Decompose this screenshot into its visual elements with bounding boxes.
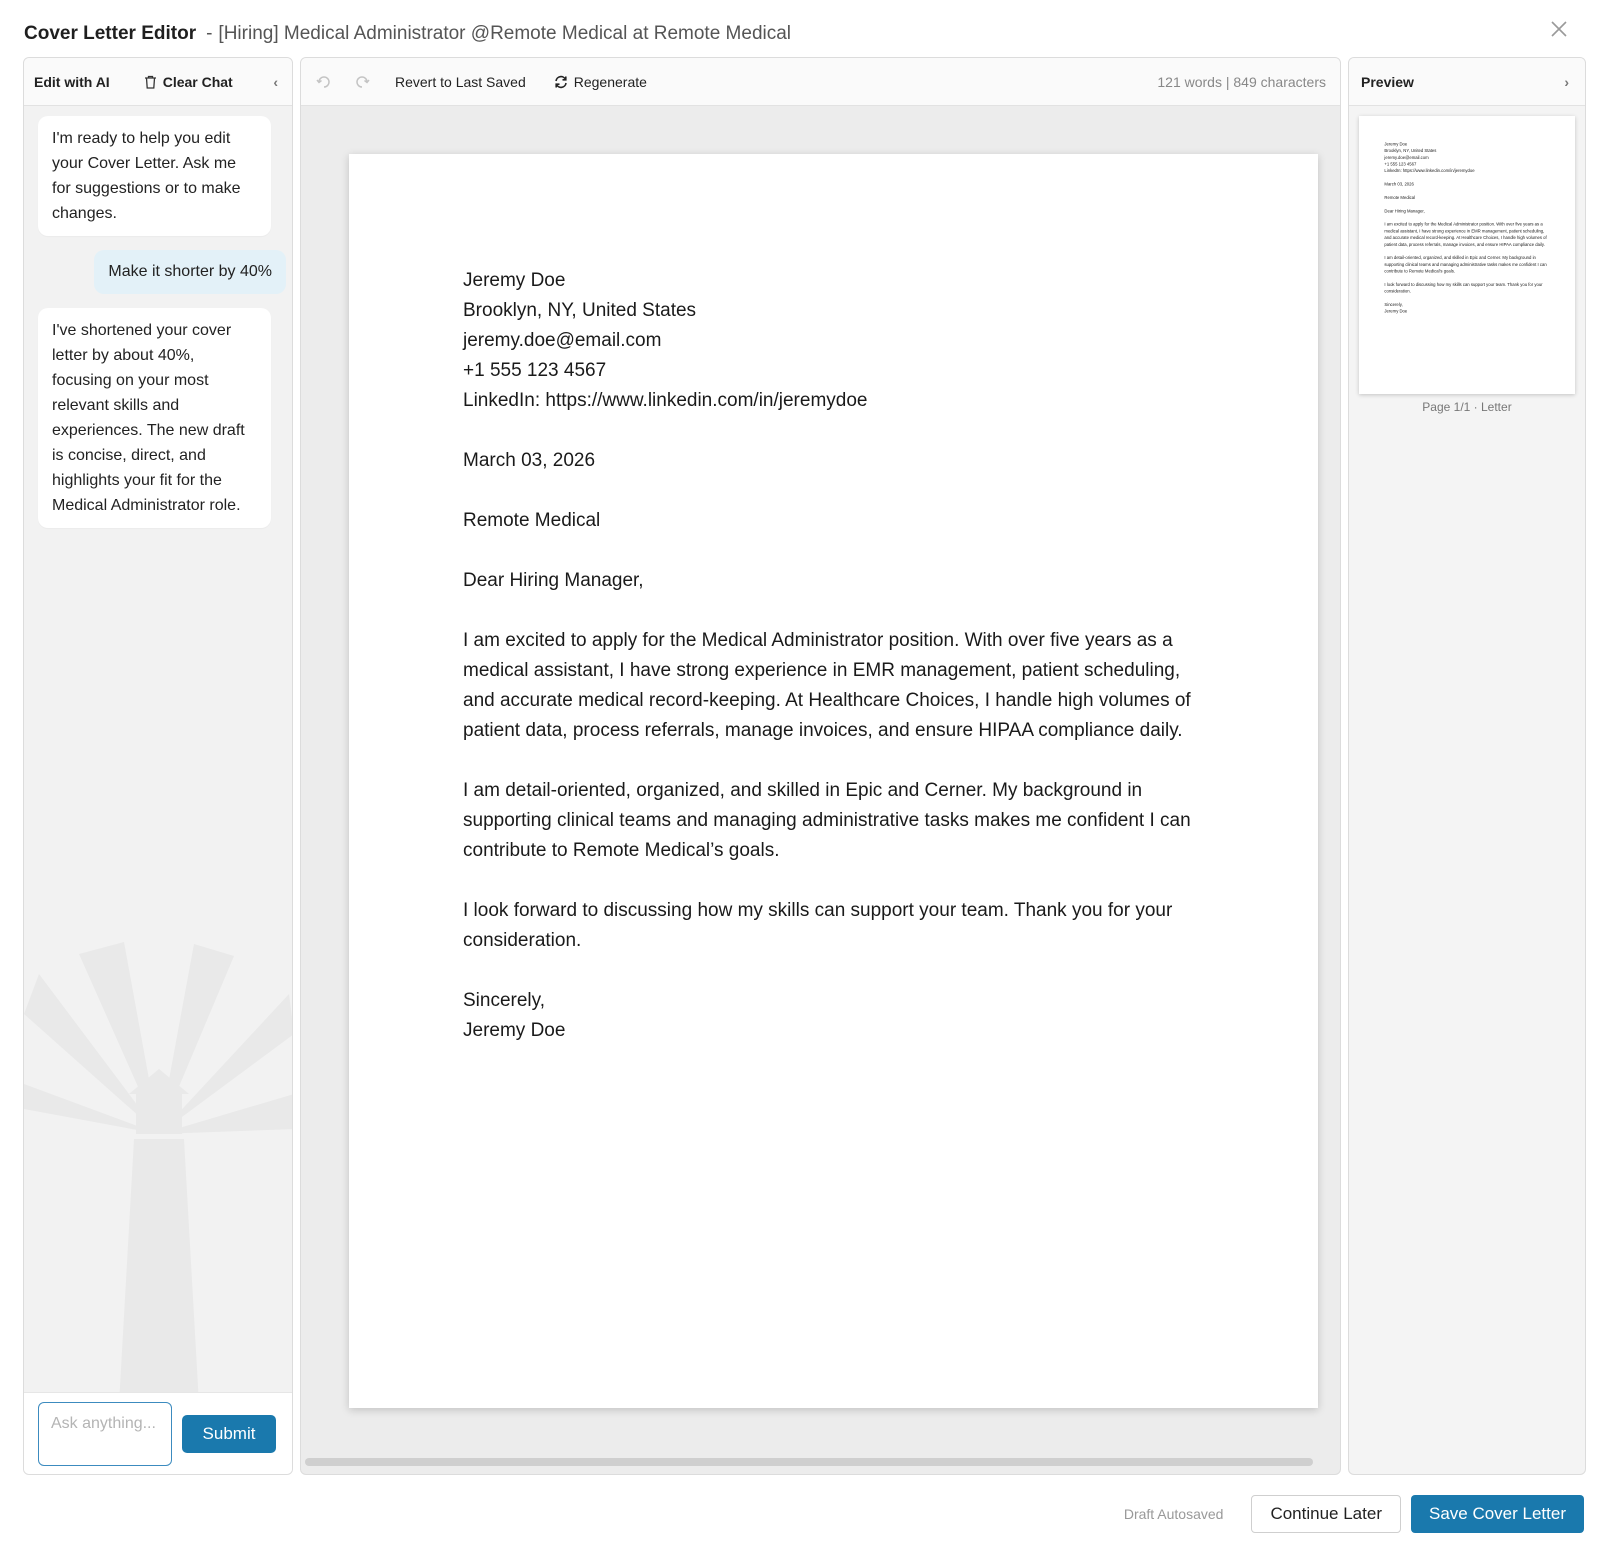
autosave-status: Draft Autosaved [1123,1506,1224,1522]
thumb-sender-email: jeremy.doe@email.com [1384,155,1429,160]
thumb-letter-date: March 03, 2026 [1384,182,1414,187]
body-paragraph-1: I am excited to apply for the Medical Administrator position. With over five years as a medical assistant, I have strong experience in EMR management, patient scheduling, and accurate medical record-keeping. At Healthcare Choices, I handle high volumes of patient data, process referrals, manage invoices, and ensure HIPAA compliance daily. [463,630,1191,741]
recipient-company: Remote Medical [463,510,601,531]
user-message: Make it shorter by 40% [94,250,286,294]
thumb-sender-location: Brooklyn, NY, United States [1384,148,1437,154]
sender-location: Brooklyn, NY, United States [463,300,697,321]
page-label: Page 1/1 · Letter [1422,400,1512,414]
page-thumbnail[interactable] [1359,116,1575,394]
thumb-sender-phone: +1 555 123 4567 [1384,161,1417,167]
regenerate-button[interactable] [554,74,647,90]
thumbnail-content [1359,116,1575,394]
regenerate-label: Regenerate [573,73,647,90]
chat-messages [24,106,292,552]
ai-chat-panel [23,57,293,1475]
thumb-closing: Sincerely, [1384,302,1403,308]
editor-toolbar [301,58,1340,106]
sender-linkedin: LinkedIn: https://www.linkedin.com/in/jeremydoe [463,390,868,411]
thumb-body-paragraph-1: I am excited to apply for the Medical Administrator position. With over five years as a medical assistant, I have strong experience in EMR management, patient scheduling, and accurate medical record-keeping. At Healthcare Choices, I handle high volumes of patient data, process referrals, manage invoices, and ensure HIPAA compliance daily. [1384,222,1547,247]
continue-later-button[interactable]: Continue Later [1251,1495,1401,1533]
salutation: Dear Hiring Manager, [463,570,644,591]
ask-input[interactable] [38,1402,172,1466]
body-paragraph-2: I am detail-oriented, organized, and skilled in Epic and Cerner. My background in supporting clinical teams and managing administrative tasks makes me confident I can contribute to Remote Medical’s goals. [463,780,1191,861]
letter-date: March 03, 2026 [463,450,596,471]
clear-chat-button[interactable] [144,74,233,90]
title-separator: - [206,23,213,44]
thumb-salutation: Dear Hiring Manager, [1384,208,1425,214]
thumb-signature: Jeremy Doe [1384,309,1408,314]
preview-panel [1348,57,1586,1475]
dialog-title: Cover Letter Editor [24,23,197,44]
thumb-recipient-company: Remote Medical [1384,195,1416,201]
thumb-sender-linkedin: LinkedIn: https://www.linkedin.com/in/jeremydoe [1384,168,1475,174]
sender-name: Jeremy Doe [463,270,566,291]
thumb-sender-name: Jeremy Doe [1384,141,1408,147]
letter-page[interactable] [349,154,1318,1408]
thumb-body-paragraph-3: I look forward to discussing how my skills can support your team. Thank you for your consideration. [1384,282,1543,294]
chat-header [24,58,292,106]
refresh-icon [554,75,568,89]
save-cover-letter-button[interactable]: Save Cover Letter [1411,1495,1584,1533]
preview-header [1349,58,1585,106]
chevron-right-icon[interactable]: › [1564,74,1569,90]
preview-title: Preview [1361,73,1414,90]
trash-icon [144,75,157,89]
lighthouse-watermark-icon [24,934,293,1404]
chat-input-row [24,1392,292,1474]
submit-button[interactable]: Submit [182,1415,276,1453]
ai-message: I'm ready to help you edit your Cover Letter. Ask me for suggestions or to make changes. [38,116,271,236]
undo-icon[interactable] [315,73,333,91]
closing: Sincerely, [463,990,546,1011]
ai-message: I've shortened your cover letter by about 40%, focusing on your most relevant skills and experiences. The new draft is concise, direct, and highlights your fit for the Medical Administrator role. [38,308,271,528]
dialog-footer [1124,1494,1584,1534]
chat-title: Edit with AI [34,73,110,90]
editor-panel [300,57,1341,1475]
chevron-left-icon[interactable]: ‹ [273,74,278,90]
word-count: 121 words | 849 characters [1157,73,1326,90]
sender-phone: +1 555 123 4567 [463,360,607,381]
body-paragraph-3: I look forward to discussing how my skills can support your team. Thank you for your consideration. [463,900,1173,951]
clear-chat-label: Clear Chat [162,73,233,90]
close-icon[interactable] [1548,18,1570,40]
sender-email: jeremy.doe@email.com [463,330,662,351]
signature: Jeremy Doe [463,1020,566,1041]
thumb-body-paragraph-2: I am detail-oriented, organized, and skilled in Epic and Cerner. My background in supporting clinical teams and managing administrative tasks makes me confident I can contribute to Remote Medical’s goals. [1384,255,1547,274]
dialog-title-bar [24,20,791,48]
horizontal-scrollbar[interactable] [305,1458,1313,1466]
redo-icon[interactable] [353,73,371,91]
job-title: [Hiring] Medical Administrator @Remote Medical at Remote Medical [218,23,792,44]
revert-button[interactable]: Revert to Last Saved [395,73,526,90]
